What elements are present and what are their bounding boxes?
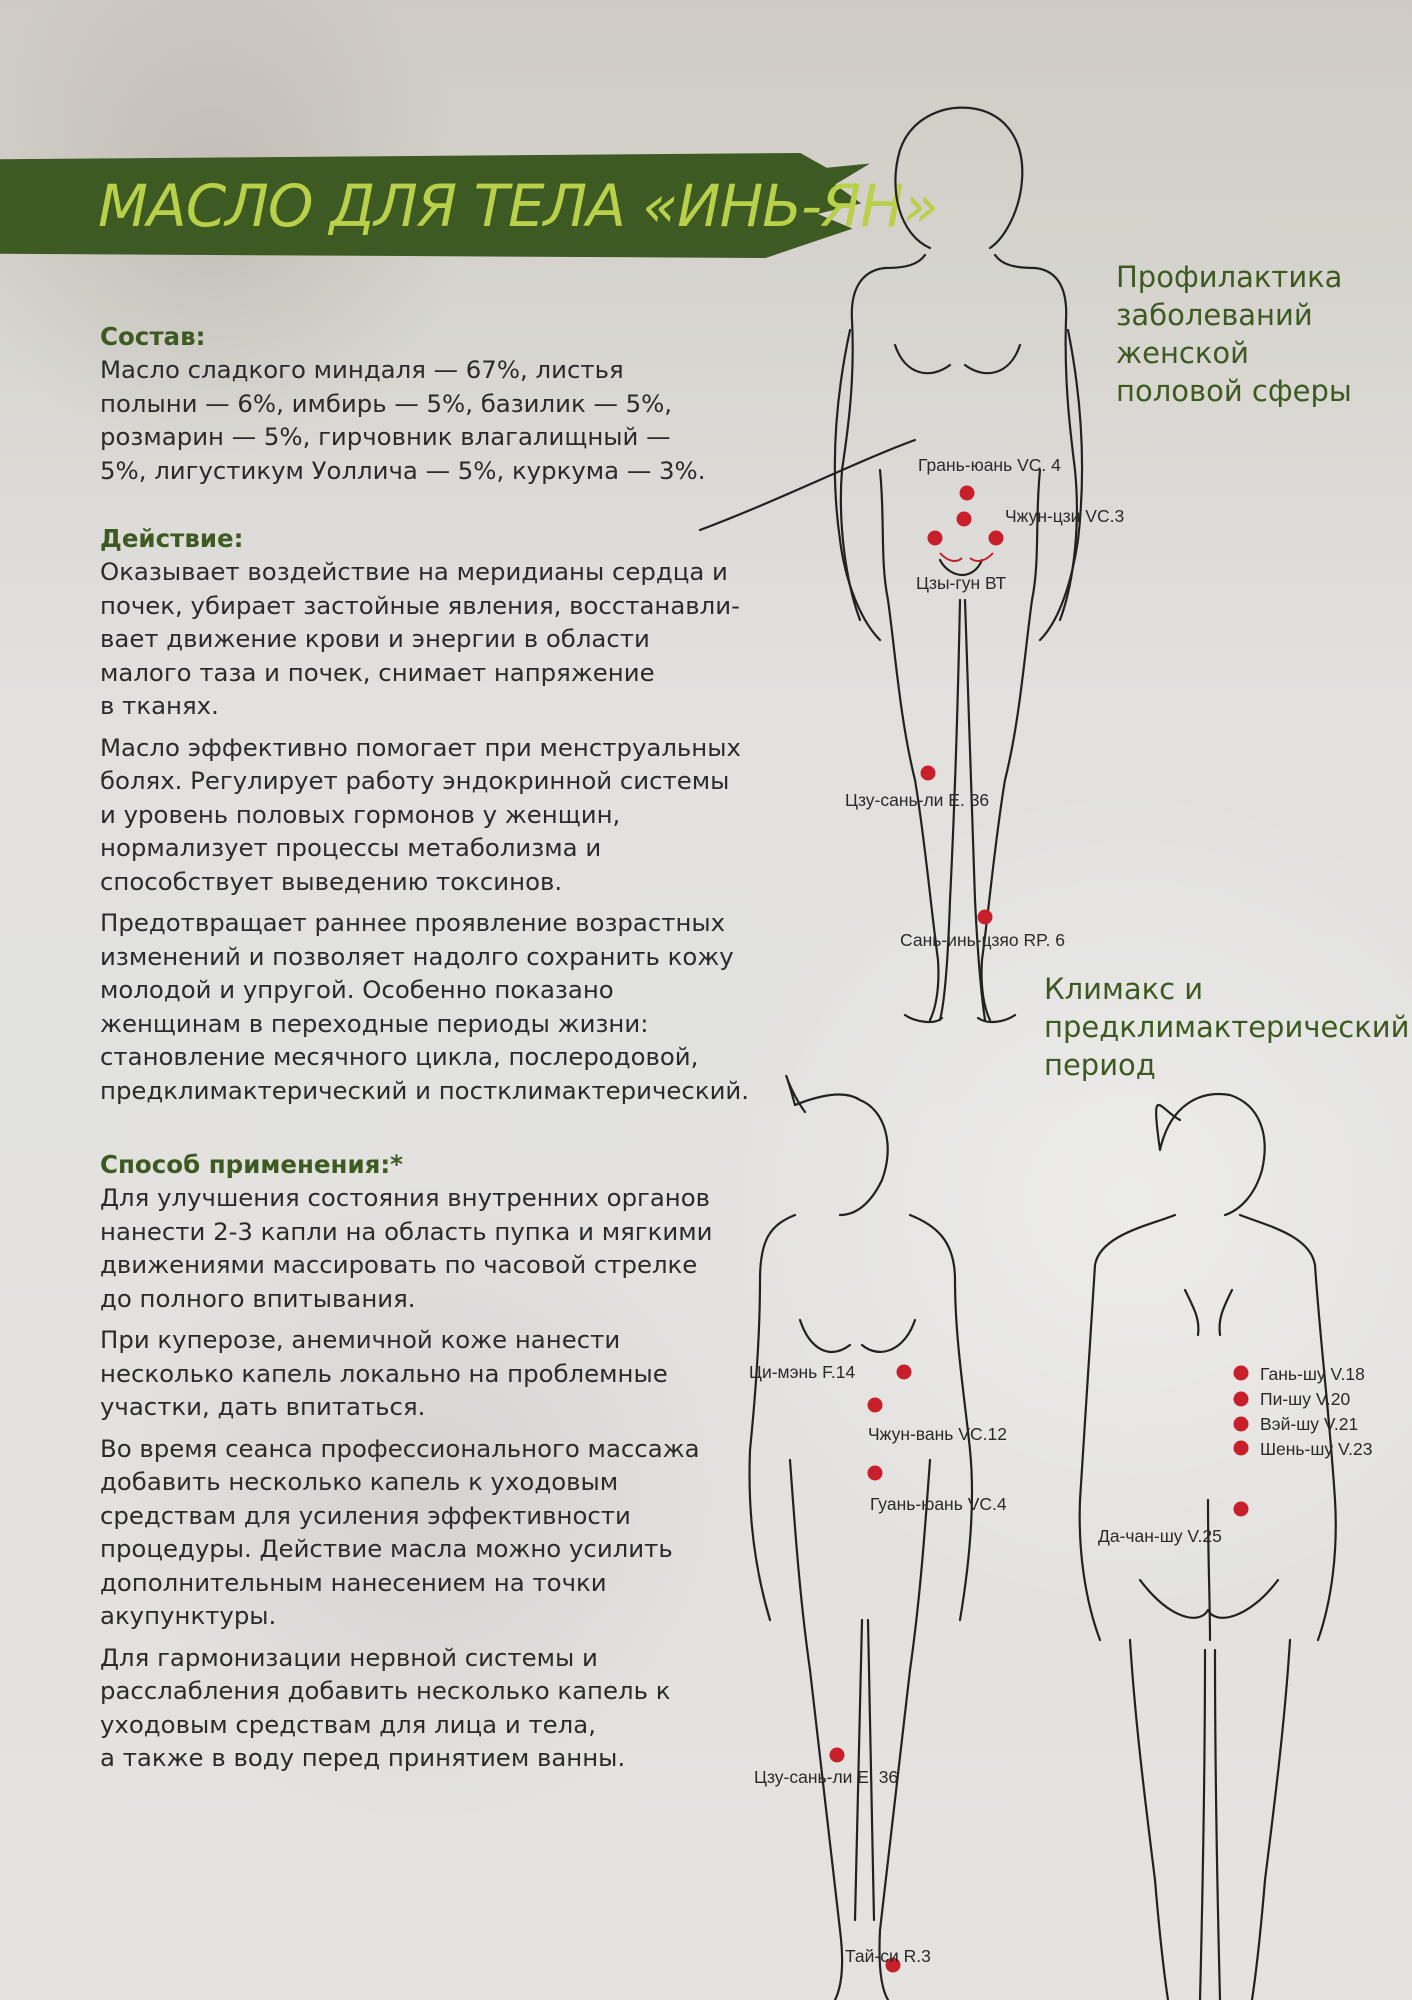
usage-paragraph: Для улучшения состояния внутренних органов нанести 2-3 капли на область пупка и мягкими движениями массировать по часовой стрелке до полного впитывания. xyxy=(100,1183,713,1313)
acupoint-dot xyxy=(830,1748,845,1763)
point-label: Грань-юань VC. 4 xyxy=(918,455,1061,475)
page-title: МАСЛО ДЛЯ ТЕЛА «ИНЬ-ЯН» xyxy=(98,172,938,240)
action-paragraph: Оказывает воздействие на меридианы сердца и почек, убирает застойные явления, восстанавли- вает движение крови и энергии в области малого таза и почек, снимает напряжение в тканях. xyxy=(100,557,740,720)
point-label: Тай-си R.3 xyxy=(845,1946,931,1966)
acupoint-arrow xyxy=(940,553,962,561)
composition-line: полыни — 6%, имбирь — 5%, базилик — 5%, xyxy=(100,388,673,418)
acupoint-dot xyxy=(957,512,972,527)
point-label: Цзу-сань-ли Е. 36 xyxy=(845,790,990,810)
point-label: Ци-мэнь F.14 xyxy=(749,1362,856,1382)
acupoint-dot xyxy=(921,766,936,781)
acupoint-dot xyxy=(928,531,943,546)
acupoint-dot xyxy=(978,910,993,925)
figure-front-bottom xyxy=(750,1076,972,2000)
point-label: Пи-шу V.20 xyxy=(1260,1389,1351,1409)
acupoint-dot xyxy=(1234,1366,1249,1381)
acupoint-arrow xyxy=(970,553,993,561)
point-label: Гань-шу V.18 xyxy=(1260,1364,1365,1384)
usage-heading: Способ применения:* xyxy=(100,1150,403,1179)
acupoint-dot xyxy=(1234,1392,1249,1407)
usage-paragraph: Во время сеанса профессионального массажа добавить несколько капель к уходовым средствам для усиления эффективности процедуры. Действие масла можно усилить дополнительным нанесением на точки акупунктуры. xyxy=(100,1433,700,1630)
composition-line: Масло сладкого миндаля — 67%, листья xyxy=(100,355,624,384)
figure-back xyxy=(1080,1094,1336,2000)
point-label: Шень-шу V.23 xyxy=(1260,1439,1373,1459)
usage-paragraph: Для гармонизации нервной системы и расслабления добавить несколько капель к уходовым средствам для лица и тела, а также в воду перед принятием ванны. xyxy=(100,1642,671,1772)
section2-heading: Климакс и предклимактерический период xyxy=(1044,972,1410,1082)
acupoint-dot xyxy=(1234,1417,1249,1432)
acupoint-dot xyxy=(1234,1441,1249,1456)
action-paragraph: Масло эффективно помогает при менструальных болях. Регулирует работу эндокринной системы и уровень половых гормонов у женщин, нормализует процессы метаболизма и способствует выведению токсинов. xyxy=(100,732,741,896)
usage-paragraph: При куперозе, анемичной коже нанести несколько капель локально на проблемные участки, дать впитаться. xyxy=(100,1325,668,1421)
acupoint-dot xyxy=(868,1466,883,1481)
action-paragraph: Предотвращает раннее проявление возрастных изменений и позволяет надолго сохранить кожу молодой и упругой. Особенно показано женщинам в переходные периоды жизни: становление месячного цикла, послеродовой, предклимактерический и постклимактерический. xyxy=(100,908,750,1105)
composition-line: розмарин — 5%, гирчовник влагалищный — xyxy=(100,422,671,451)
acupoint-dot xyxy=(989,531,1004,546)
point-label: Вэй-шу V.21 xyxy=(1260,1414,1359,1434)
composition-heading: Состав: xyxy=(100,322,206,351)
acupoint-dot xyxy=(960,486,975,501)
point-label: Сань-инь-цзяо RP. 6 xyxy=(900,930,1065,950)
acupoint-dot xyxy=(1234,1502,1249,1517)
point-label: Цзу-сань-ли Е. 36 xyxy=(754,1767,899,1787)
composition-line: 5%, лигустикум Уоллича — 5%, куркума — 3%. xyxy=(100,455,706,485)
acupoint-dot xyxy=(897,1365,912,1380)
acupoint-dot xyxy=(868,1398,883,1413)
action-heading: Действие: xyxy=(100,524,244,553)
point-label: Чжун-вань VC.12 xyxy=(868,1424,1007,1444)
point-label: Чжун-цзи VC.3 xyxy=(1005,506,1125,526)
section1-heading: Профилактика заболеваний женской половой сферы xyxy=(1116,260,1352,408)
point-label: Гуань-юань VC.4 xyxy=(870,1494,1007,1514)
point-label: Да-чан-шу V.25 xyxy=(1098,1526,1222,1546)
point-label: Цзы-гун ВТ xyxy=(916,573,1007,593)
figure-front-top xyxy=(700,108,1082,1022)
